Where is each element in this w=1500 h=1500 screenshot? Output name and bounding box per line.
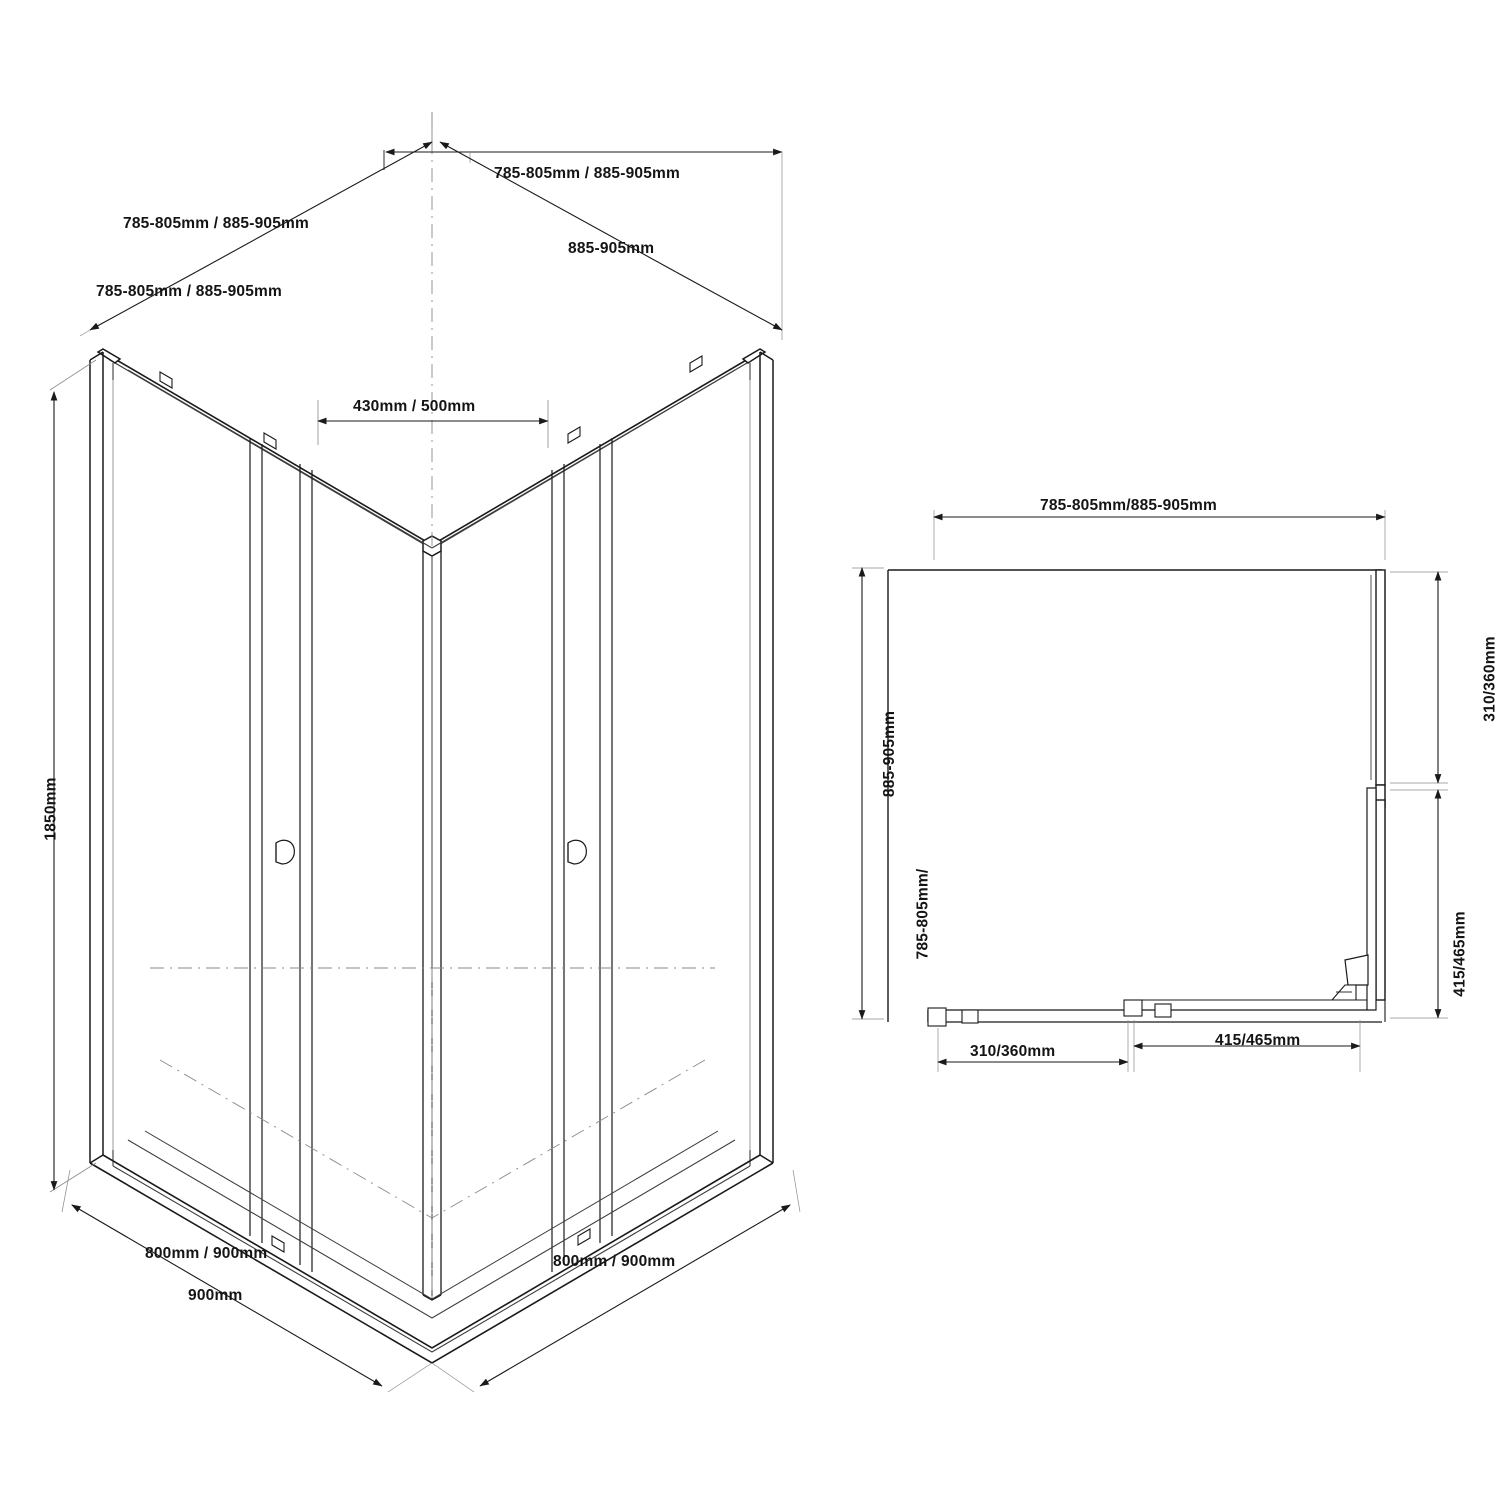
dim-top-left-lower: 785-805mm / 885-905mm bbox=[96, 283, 283, 300]
plan-dim-bottom-left: 310/360mm bbox=[970, 1043, 1056, 1060]
dim-base-right: 800mm / 900mm bbox=[553, 1253, 676, 1270]
dim-top-right-upper: 785-805mm / 885-905mm bbox=[494, 165, 681, 182]
plan-dim-right-lower: 415/465mm bbox=[1451, 911, 1469, 997]
dim-top-right-lower: 885-905mm bbox=[568, 240, 655, 257]
plan-dim-left-height-1: 885-905mm bbox=[881, 710, 899, 798]
dim-base-left-1: 800mm / 900mm bbox=[145, 1245, 268, 1262]
dim-door-opening: 430mm / 500mm bbox=[353, 398, 476, 415]
plan-dim-bottom-right: 415/465mm bbox=[1215, 1032, 1301, 1049]
plan-dim-right-upper: 310/360mm bbox=[1481, 636, 1499, 722]
dim-enclosure-height: 1850mm bbox=[42, 777, 60, 841]
dim-base-left-2: 900mm bbox=[188, 1287, 243, 1304]
dim-top-left-upper: 785-805mm / 885-905mm bbox=[123, 215, 310, 232]
plan-dim-left-height-2: 785-805mm/ bbox=[914, 868, 932, 960]
iso-dimension-lines bbox=[50, 112, 800, 1392]
plan-view bbox=[888, 570, 1385, 1026]
plan-dimension-lines bbox=[852, 510, 1448, 1072]
plan-dim-top-width: 785-805mm/885-905mm bbox=[1040, 497, 1218, 514]
